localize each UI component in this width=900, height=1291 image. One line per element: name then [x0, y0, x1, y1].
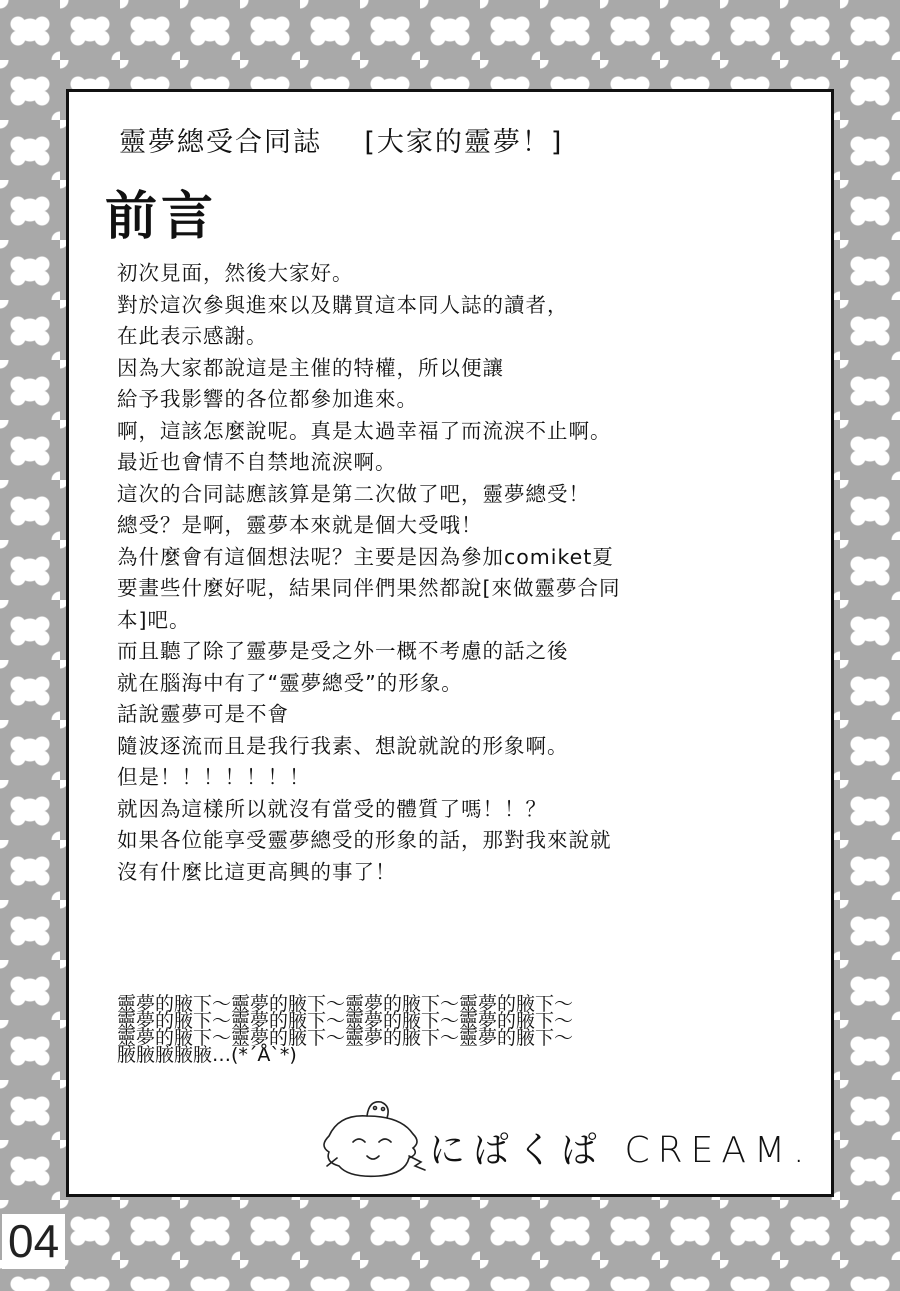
- page-title: 前言: [105, 187, 218, 247]
- text-line: 沒有什麼比這更高興的事了！: [117, 859, 397, 884]
- chant-line: 腋腋腋腋腋…(*´Å`*): [117, 1044, 297, 1066]
- chant-line: 靈夢的腋下～靈夢的腋下～靈夢的腋下～靈夢的腋下～: [117, 1027, 574, 1049]
- chant-line: 靈夢的腋下～靈夢的腋下～靈夢的腋下～靈夢的腋下～: [117, 993, 574, 1015]
- text-line: 因為大家都說這是主催的特權，所以便讓: [117, 355, 504, 380]
- text-line: 給予我影響的各位都參加進來。: [117, 387, 418, 411]
- preface-text: [117, 258, 797, 888]
- chibi-sketch-drawing: [309, 1096, 439, 1186]
- text-line: 就在腦海中有了“靈夢總受”的形象。: [117, 670, 463, 695]
- text-line: 如果各位能享受靈夢總受的形象的話，那對我來說就: [117, 828, 612, 852]
- text-line: 最近也會情不自禁地流淚啊。: [117, 450, 397, 474]
- text-line: 啊，這該怎麼說呢。真是太過幸福了而流淚不止啊。: [117, 418, 612, 443]
- text-line: 總受？是啊，靈夢本來就是個大受哦！: [117, 513, 483, 537]
- text-line: 而且聽了除了靈夢是受之外一概不考慮的話之後: [117, 639, 569, 663]
- text-line: 就因為這樣所以就沒有當受的體質了嗎！！？: [117, 796, 547, 821]
- text-line: 為什麼會有這個想法呢？主要是因為參加comiket夏: [117, 544, 614, 569]
- page-number: 04: [2, 1214, 65, 1269]
- preface-panel: [66, 89, 834, 1197]
- text-line: 初次見面，然後大家好。: [117, 261, 354, 285]
- anthology-subtitle: 靈夢總受合同誌 [大家的靈夢！]: [119, 127, 564, 158]
- chant-line: 靈夢的腋下～靈夢的腋下～靈夢的腋下～靈夢的腋下～: [117, 1010, 574, 1032]
- text-line: 但是！！！！！！！: [117, 765, 311, 789]
- text-line: 話說靈夢可是不會: [117, 702, 289, 726]
- author-signature: にぱくぱ CREAM.: [429, 1130, 813, 1171]
- text-line: 在此表示感謝。: [117, 324, 268, 348]
- text-line: 要畫些什麼好呢，結果同伴們果然都說[來做靈夢合同: [117, 576, 621, 600]
- text-line: 對於這次參與進來以及購買這本同人誌的讀者，: [117, 292, 569, 317]
- text-line: 隨波逐流而且是我行我素、想說就說的形象啊。: [117, 733, 569, 758]
- text-line: 這次的合同誌應該算是第二次做了吧，靈夢總受！: [117, 481, 590, 506]
- text-line: 本]吧。: [117, 607, 191, 632]
- chant-text: [117, 993, 797, 1066]
